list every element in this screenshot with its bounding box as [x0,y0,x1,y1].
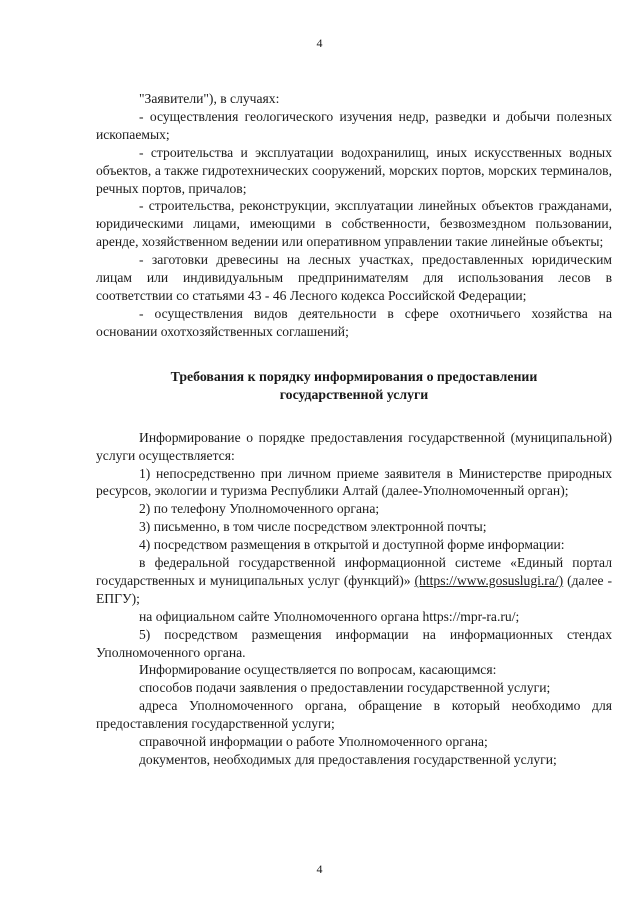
list-item-reservoirs: - строительства и эксплуатации водохранилищ, иных искусственных водных объектов, а также гидротехнических сооружений, морских портов, морских терминалов, речных портов, причалов; [96,144,612,196]
document-body [96,90,612,769]
info-item-5: 5) посредством размещения информации на информационных стендах Уполномоченного органа. [96,626,612,660]
topic-reference-info: справочной информации о работе Уполномоченного органа; [139,734,488,750]
topic-documents: документов, необходимых для предоставления государственной услуги; [139,752,557,767]
info-item-2: 2) по телефону Уполномоченного органа; [139,501,380,517]
epgu-text: в федеральной государственной информационной системе «Единый портал государственных и муниципальных услуг (функций)» [96,555,612,588]
intro-line: "Заявители"), в случаях: [139,91,280,106]
gosuslugi-link[interactable]: (https://www.gosuslugi.ra/) [414,572,564,588]
section-heading: Требования к порядку информирования о предоставлении государственной услуги [170,368,538,402]
info-item-1: 1) непосредственно при личном приеме заявителя в Министерстве природных ресурсов, экологии и туризма Республики Алтай (далее-Уполномоченный орган); [96,465,612,499]
topic-application-methods: способов подачи заявления о предоставлении государственной услуги; [139,680,551,696]
info-intro: Информирование о порядке предоставления государственной (муниципальной) услуги осуществляется: [96,429,612,463]
info-item-4: 4) посредством размещения в открытой и доступной форме информации: [139,537,565,553]
list-item-geology: - осуществления геологического изучения недр, разведки и добычи полезных ископаемых; [96,108,612,142]
list-item-hunting: - осуществления видов деятельности в сфере охотничьего хозяйства на основании охотхозяйственных соглашений; [96,305,612,339]
info-item-epgu [96,554,612,608]
list-item-linear-objects: - строительства, реконструкции, эксплуатации линейных объектов гражданами, юридическими лицами, имеющими в собственности, безвозмездном пользовании, аренде, хозяйственном ведении или оперативном управлении такие линейные объекты; [96,198,612,250]
info-item-3: 3) письменно, в том числе посредством электронной почты; [139,519,487,535]
page-number-top: 4 [316,36,323,50]
epgu-suffix: (далее - ЕПГУ); [96,572,612,606]
topic-address: адреса Уполномоченного органа, обращение в который необходимо для предоставления государственной услуги; [96,698,612,732]
page-number-bottom: 4 [316,862,323,876]
info-item-website: на официальном сайте Уполномоченного органа https://mpr-ra.ru/; [139,608,520,624]
topics-intro: Информирование осуществляется по вопросам, касающимся: [139,662,497,678]
list-item-timber: - заготовки древесины на лесных участках, предоставленных юридическим лицам или индивидуальным предпринимателям для использования лесов в соответствии со статьями 43 - 46 Лесного кодекса Российской Федерации; [96,252,612,303]
